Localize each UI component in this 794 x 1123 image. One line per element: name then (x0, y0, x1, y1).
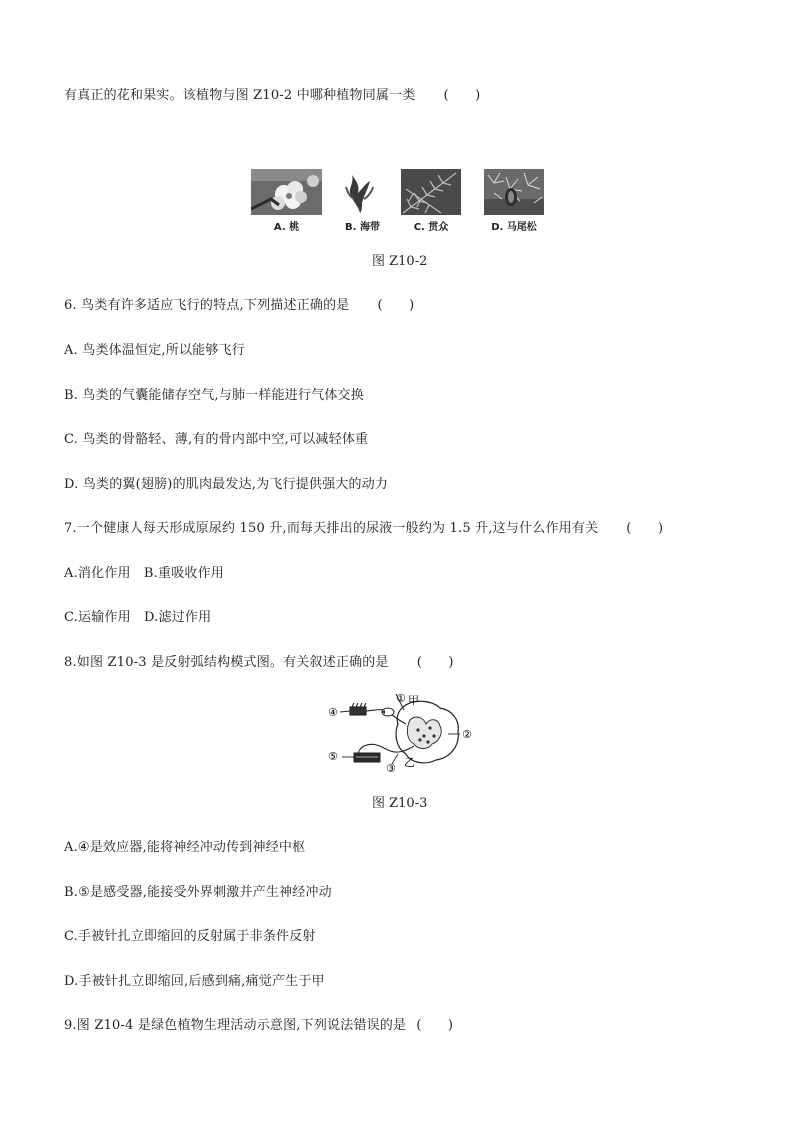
kelp-photo (340, 169, 378, 215)
masson-pine-image (484, 169, 544, 215)
q6-option-a: A. 鸟类体温恒定,所以能够飞行 (64, 343, 245, 358)
q5-option-c-label: C. 贯众 (413, 222, 449, 233)
q8-stem: 8.如图 Z10-3 是反射弧结构模式图。有关叙述正确的是 (64, 655, 389, 670)
q7-stem: 7.一个健康人每天形成原尿约 150 升,而每天排出的尿液一般约为 1.5 升,这与什么作用有关 (64, 521, 599, 536)
q5-option-b-label: B. 海带 (345, 222, 380, 233)
q6-option-d: D. 鸟类的翼(翅膀)的肌肉最发达,为飞行提供强大的动力 (64, 477, 389, 492)
q6-answer-paren: ( ) (377, 298, 415, 313)
receptor-coil (350, 703, 366, 715)
q7-options-row1: A.消化作用 B.重吸收作用 (64, 566, 225, 581)
q5-option-a-label: A. 桃 (273, 222, 300, 233)
q5-option-d-label: D. 马尾松 (491, 222, 537, 233)
diagram-label-3: ③ (386, 762, 396, 772)
peach-blossom-image (251, 169, 322, 215)
q7-answer-paren: ( ) (626, 521, 664, 536)
peach-blossom-photo (251, 169, 322, 215)
masson-pine-photo (484, 169, 544, 215)
q5-stem: 有真正的花和果实。该植物与图 Z10-2 中哪种植物同属一类 (64, 88, 416, 103)
diagram-label-4: ④ (328, 706, 338, 719)
q8-option-c: C.手被针扎立即缩回的反射属于非条件反射 (64, 929, 316, 944)
diagram-label-2: ② (462, 728, 472, 741)
q5-answer-paren: ( ) (443, 88, 481, 103)
q9-stem-line (64, 1018, 453, 1034)
q5-stem-line (64, 88, 480, 104)
q8-stem-line (64, 655, 454, 671)
q6-stem: 6. 鸟类有许多适应飞行的特点,下列描述正确的是 (64, 298, 350, 313)
q8-option-a: A.④是效应器,能将神经冲动传到神经中枢 (64, 840, 306, 855)
diagram-label-1: ① (396, 692, 406, 705)
figure-z10-2-caption: 图 Z10-2 (372, 254, 428, 269)
diagram-label-yi: 乙 (404, 756, 415, 769)
q6-stem-line (64, 298, 414, 314)
q6-option-b: B. 鸟类的气囊能储存空气,与肺一样能进行气体交换 (64, 388, 364, 403)
kelp-image (340, 169, 378, 215)
diagram-label-5: ⑤ (328, 750, 338, 763)
q8-answer-paren: ( ) (416, 655, 454, 670)
q7-options-row2: C.运输作用 D.滤过作用 (64, 610, 212, 625)
diagram-label-jia: 甲 (408, 694, 419, 707)
figure-z10-3-caption: 图 Z10-3 (372, 796, 428, 811)
q9-stem: 9.图 Z10-4 是绿色植物生理活动示意图,下列说法错误的是 (64, 1018, 407, 1033)
q8-option-b: B.⑤是感受器,能接受外界刺激并产生神经冲动 (64, 885, 332, 900)
fern-photo (401, 169, 461, 215)
reflex-arc-diagram (320, 690, 480, 772)
q6-option-c: C. 鸟类的骨骼轻、薄,有的骨内部中空,可以减轻体重 (64, 432, 369, 447)
q7-stem-line (64, 521, 663, 537)
q8-option-d: D.手被针扎立即缩回,后感到痛,痛觉产生于甲 (64, 974, 325, 989)
fern-image (401, 169, 461, 215)
q9-answer-paren: ( ) (416, 1018, 454, 1033)
